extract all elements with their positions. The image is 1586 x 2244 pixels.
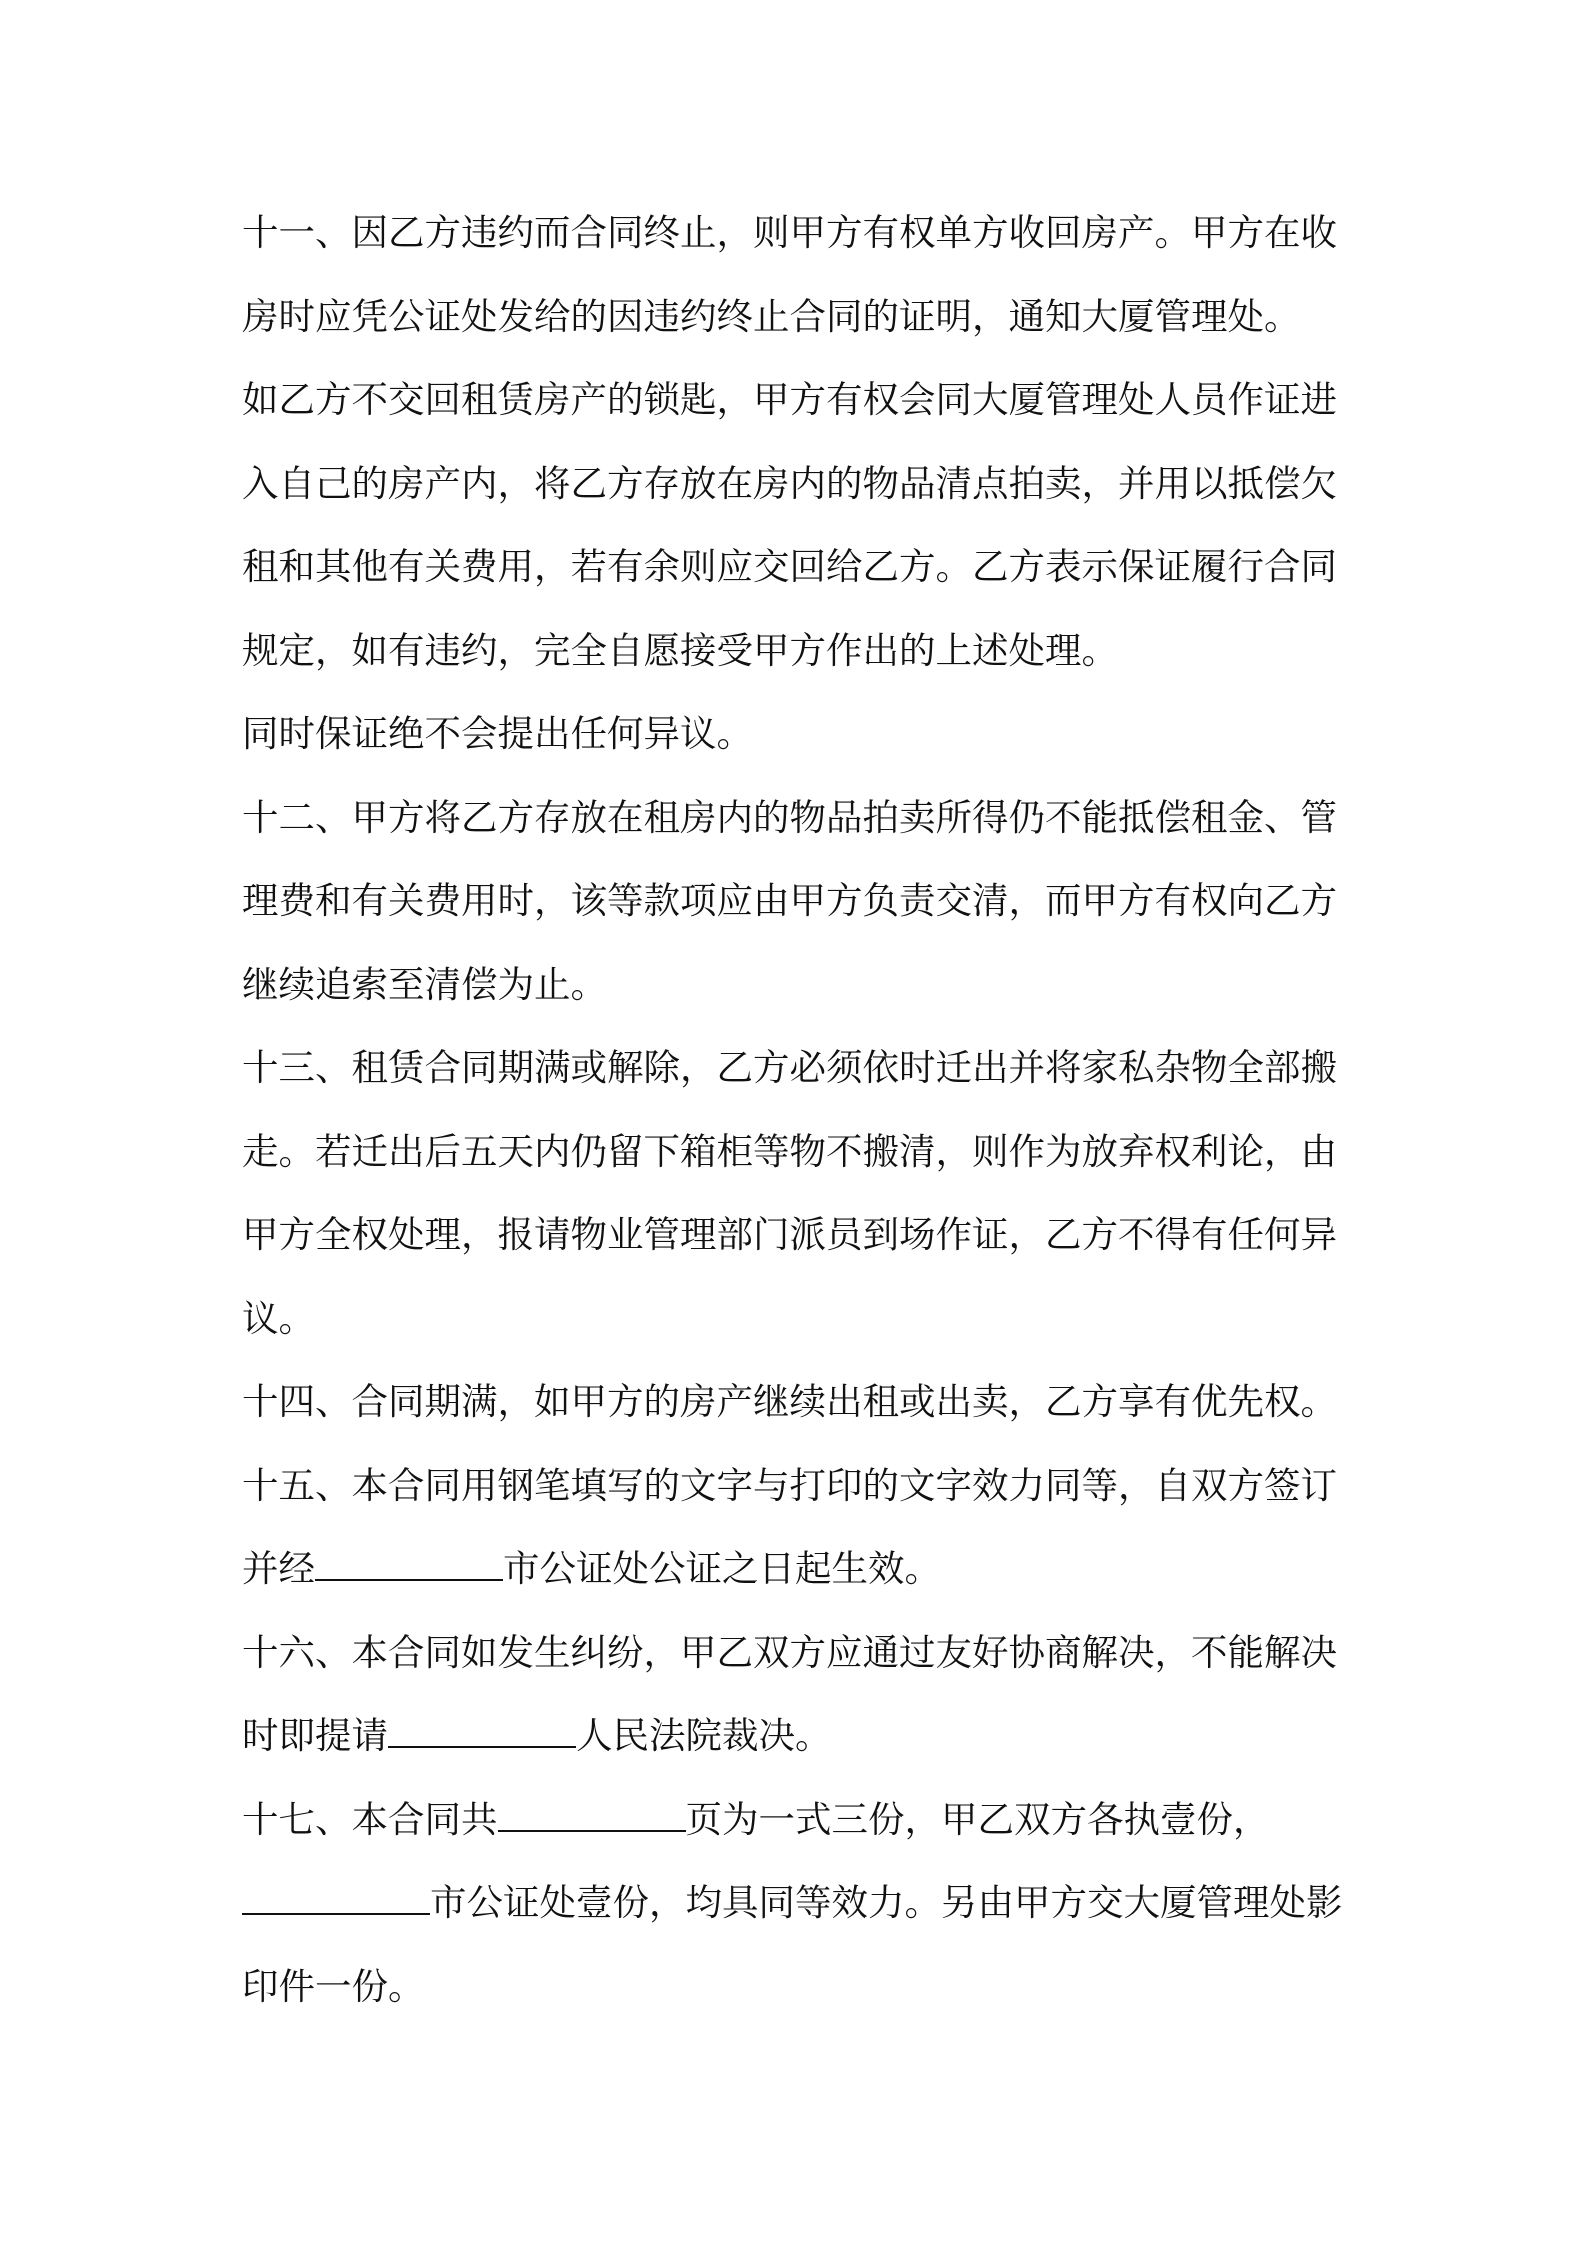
clause-11-line-3: 如乙方不交回租赁房产的锁匙，甲方有权会同大厦管理处人员作证进 [242, 378, 1337, 421]
clause-17-line-3: 印件一份。 [242, 1965, 425, 2008]
clause-14-line-1: 十四、合同期满，如甲方的房产继续出租或出卖，乙方享有优先权。 [242, 1380, 1337, 1423]
clause-16-line-2-prefix: 时即提请 [242, 1714, 388, 1757]
clause-17-line-1 [242, 1795, 1270, 1845]
city-blank-field[interactable] [315, 1545, 503, 1581]
clause-17-line-2 [242, 1878, 1343, 1928]
clause-13-line-4: 议。 [242, 1297, 315, 1340]
clause-17-line-2-suffix: 市公证处壹份，均具同等效力。另由甲方交大厦管理处影 [430, 1881, 1343, 1924]
clause-15-line-1: 十五、本合同用钢笔填写的文字与打印的文字效力同等，自双方签订 [242, 1464, 1337, 1507]
clause-11-line-4: 入自己的房产内，将乙方存放在房内的物品清点拍卖，并用以抵偿欠 [242, 462, 1337, 505]
clause-11-line-6: 规定，如有违约，完全自愿接受甲方作出的上述处理。 [242, 629, 1118, 672]
clause-15-line-2-suffix: 市公证处公证之日起生效。 [503, 1547, 941, 1590]
clause-16-line-2 [242, 1711, 832, 1761]
clause-11-line-2: 房时应凭公证处发给的因违约终止合同的证明，通知大厦管理处。 [242, 295, 1301, 338]
clause-12-line-2: 理费和有关费用时，该等款项应由甲方负责交清，而甲方有权向乙方 [242, 879, 1337, 922]
page-count-blank-field[interactable] [498, 1796, 686, 1832]
clause-16-line-2-suffix: 人民法院裁决。 [576, 1714, 832, 1757]
clause-13-line-1: 十三、租赁合同期满或解除，乙方必须依时迁出并将家私杂物全部搬 [242, 1046, 1337, 1089]
clause-11-line-7: 同时保证绝不会提出任何异议。 [242, 712, 753, 755]
clause-17-line-1-prefix: 十七、本合同共 [242, 1798, 498, 1841]
clause-17-line-1-suffix: 页为一式三份，甲乙双方各执壹份， [685, 1798, 1270, 1841]
clause-12-line-1: 十二、甲方将乙方存放在租房内的物品拍卖所得仍不能抵偿租金、管 [242, 796, 1337, 839]
clause-15-line-2 [242, 1544, 941, 1594]
court-blank-field[interactable] [388, 1712, 576, 1748]
clause-12-line-3: 继续追索至清偿为止。 [242, 963, 607, 1006]
clause-15-line-2-prefix: 并经 [242, 1547, 315, 1590]
clause-13-line-2: 走。若迁出后五天内仍留下箱柜等物不搬清，则作为放弃权利论，由 [242, 1130, 1337, 1173]
notary-city-blank-field[interactable] [242, 1879, 430, 1915]
clause-16-line-1: 十六、本合同如发生纠纷，甲乙双方应通过友好协商解决，不能解决 [242, 1631, 1337, 1674]
clause-13-line-3: 甲方全权处理，报请物业管理部门派员到场作证，乙方不得有任何异 [242, 1213, 1337, 1256]
clause-11-line-1: 十一、因乙方违约而合同终止，则甲方有权单方收回房产。甲方在收 [242, 211, 1337, 254]
clause-11-line-5: 租和其他有关费用，若有余则应交回给乙方。乙方表示保证履行合同 [242, 545, 1337, 588]
